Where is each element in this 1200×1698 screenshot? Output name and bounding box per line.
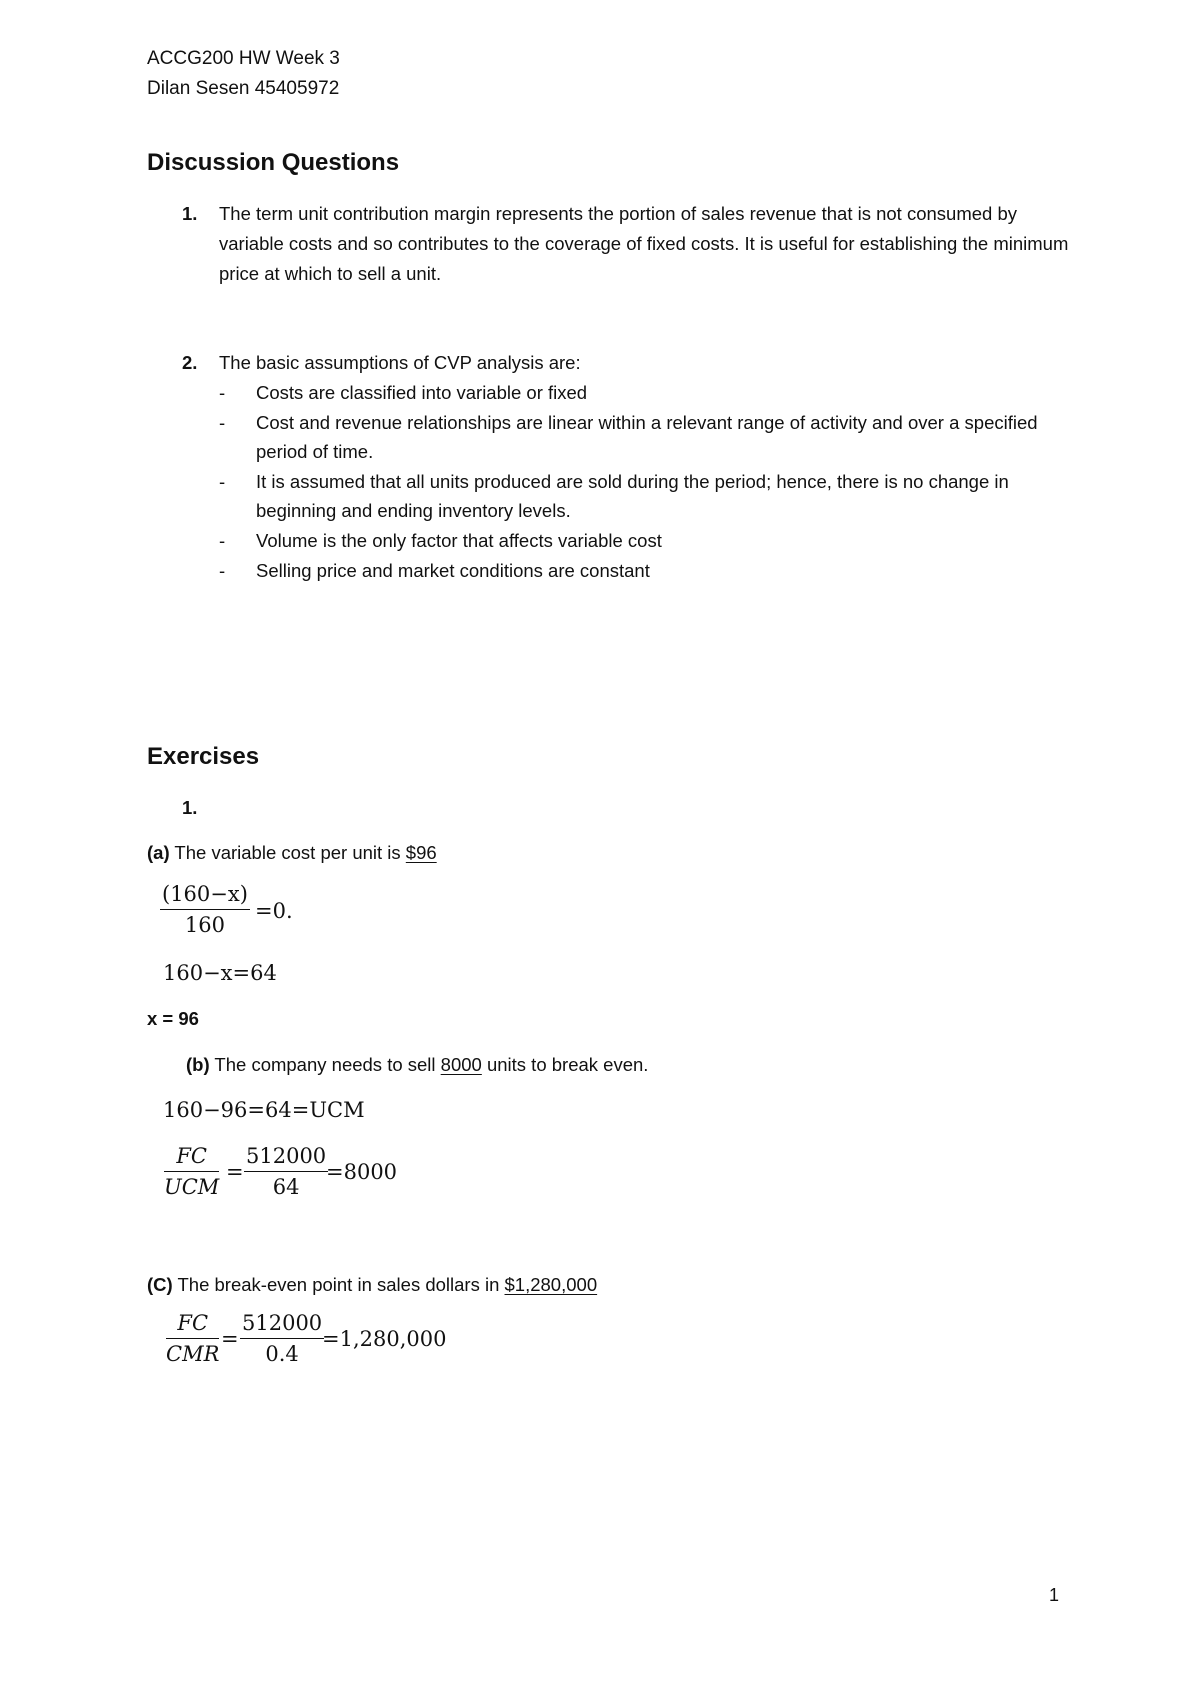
equation-b-equals: = — [226, 1160, 244, 1184]
dash-marker: - — [219, 559, 226, 581]
equation-b-rhs: =8000 — [326, 1160, 398, 1184]
q1-text: The term unit contribution margin represents the portion of sales revenue that is not consumed by variable costs and so contributes to the coverage of fixed costs. It is useful for establishing the minimum price at which to sell a unit. — [219, 203, 1069, 284]
dash-marker: - — [219, 470, 226, 492]
equation-c-rhs: =1,280,000 — [322, 1327, 447, 1351]
list-item: - It is assumed that all units produced are sold during the period; hence, there is no change in beginning and ending inventory levels. — [219, 467, 1089, 526]
equation-b-fraction-fc: FC UCM — [164, 1144, 220, 1199]
equation-a-line2: 160−x=64 — [163, 961, 277, 985]
course-title: ACCG200 HW Week 3 — [147, 48, 340, 69]
equation-b-line1: 160−96=64=UCM — [163, 1098, 365, 1122]
q2-number: 2. — [182, 352, 198, 373]
q1-number: 1. — [182, 203, 198, 224]
q2-intro: The basic assumptions of CVP analysis are: — [219, 352, 581, 373]
part-c-label: (C) — [147, 1274, 173, 1295]
exercises-heading: Exercises — [147, 743, 260, 770]
dash-marker: - — [219, 529, 226, 551]
equation-c-fraction-values: 512000 0.4 — [242, 1311, 323, 1366]
equation-a-rhs: =0. — [255, 899, 293, 923]
part-a-answer: $96 — [405, 842, 437, 863]
part-c-answer: $1,280,000 — [504, 1274, 598, 1295]
part-a-statement: (a) The variable cost per unit is $96 — [147, 842, 437, 863]
list-item: - Volume is the only factor that affects variable cost — [219, 526, 1089, 556]
equation-c-equals: = — [221, 1327, 239, 1351]
part-c-statement: (C) The break-even point in sales dollars in $1,280,000 — [147, 1274, 598, 1295]
exercise-number: 1. — [182, 797, 198, 818]
page-number: 1 — [1049, 1585, 1060, 1605]
assumptions-list — [219, 378, 1089, 585]
dash-marker: - — [219, 411, 226, 433]
equation-b-fraction-values: 512000 64 — [246, 1144, 327, 1199]
list-item: - Selling price and market conditions are constant — [219, 556, 1089, 586]
discussion-heading: Discussion Questions — [147, 149, 400, 176]
list-item: - Cost and revenue relationships are linear within a relevant range of activity and over a specified period of time. — [219, 408, 1089, 467]
equation-a-fraction: (160−x) 160 — [162, 882, 248, 937]
equation-c-fraction-fc: FC CMR — [166, 1311, 220, 1366]
student-name: Dilan Sesen 45405972 — [147, 78, 340, 99]
part-a-result: x = 96 — [147, 1008, 199, 1029]
part-b-statement: (b) The company needs to sell 8000 units to break even. — [186, 1054, 649, 1075]
part-a-label: (a) — [147, 842, 170, 863]
part-b-label: (b) — [186, 1054, 210, 1075]
dash-marker: - — [219, 382, 226, 403]
list-item: - Costs are classified into variable or fixed — [219, 378, 1089, 408]
part-b-answer: 8000 — [440, 1054, 482, 1075]
